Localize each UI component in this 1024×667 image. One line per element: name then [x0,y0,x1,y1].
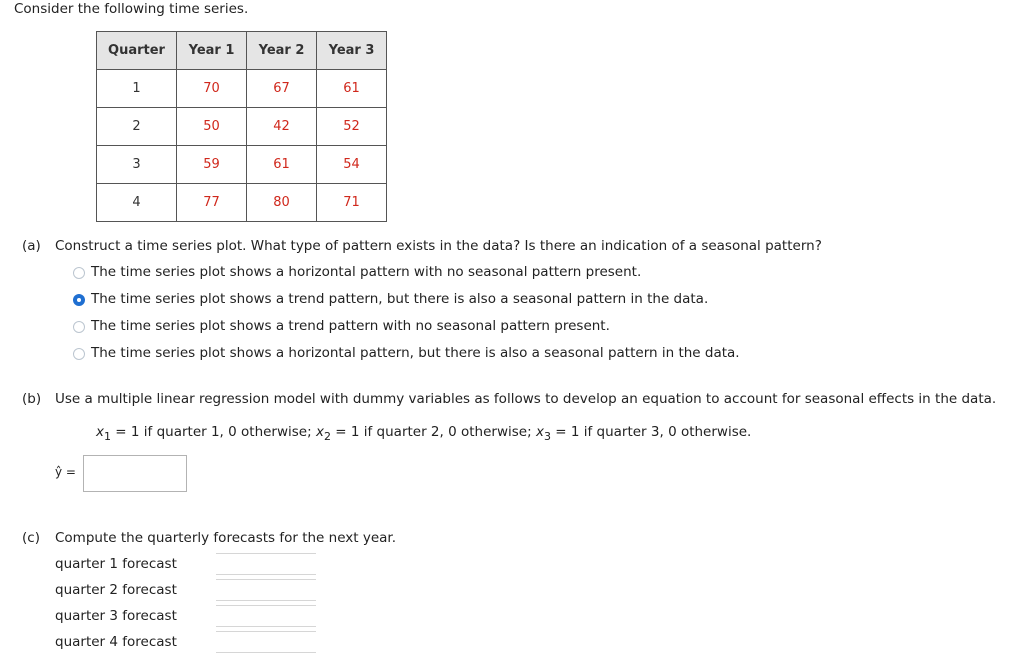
option-text-1[interactable]: The time series plot shows a horizontal pattern with no seasonal pattern present. [91,264,642,280]
part-b-question: Use a multiple linear regression model with dummy variables as follows to develop an equation to account for seasonal effects in the data. [55,391,997,407]
forecast-input-q3[interactable] [216,605,316,627]
option-text-3[interactable]: The time series plot shows a trend pattern with no seasonal pattern present. [91,318,610,334]
option-radio-3[interactable] [73,321,85,333]
table-row [97,146,387,184]
forecast-input-q2[interactable] [216,579,316,601]
table-header-row [97,32,387,70]
value-cell: 52 [317,108,387,146]
dummy-def-1: = 1 if quarter 1, 0 otherwise; [115,424,312,440]
value-cell: 59 [177,146,247,184]
forecast-label-q1: quarter 1 forecast [55,556,177,572]
value-cell: 70 [177,70,247,108]
value-cell: 54 [317,146,387,184]
part-c-question: Compute the quarterly forecasts for the next year. [55,530,397,546]
table-row [97,108,387,146]
header-quarter: Quarter [97,32,177,70]
dummy-variable-definitions [96,424,752,443]
option-radio-1[interactable] [73,267,85,279]
forecast-label-q3: quarter 3 forecast [55,608,177,624]
quarter-cell: 3 [97,146,177,184]
subscript-2: 2 [323,430,331,443]
table-row [97,70,387,108]
subscript-1: 1 [104,430,111,443]
value-cell: 50 [177,108,247,146]
forecast-input-q4[interactable] [216,631,316,653]
dummy-var-x2: x [315,424,324,440]
value-cell: 61 [317,70,387,108]
part-a-label: (a) [22,238,41,254]
dummy-var-x1: x [96,424,104,440]
part-c-label: (c) [22,530,40,546]
header-year-2: Year 2 [247,32,317,70]
value-cell: 42 [247,108,317,146]
value-cell: 67 [247,70,317,108]
dummy-var-x3: x [535,424,544,440]
table-row [97,184,387,222]
value-cell: 80 [247,184,317,222]
intro-text: Consider the following time series. [14,1,249,17]
dummy-def-3: = 1 if quarter 3, 0 otherwise. [555,424,752,440]
forecast-label-q4: quarter 4 forecast [55,634,177,650]
value-cell: 61 [247,146,317,184]
option-text-2[interactable]: The time series plot shows a trend pattern, but there is also a seasonal pattern in the data. [91,291,709,307]
header-year-3: Year 3 [317,32,387,70]
value-cell: 71 [317,184,387,222]
yhat-label: ŷ = [55,465,76,479]
forecast-label-q2: quarter 2 forecast [55,582,177,598]
forecast-input-q1[interactable] [216,553,316,575]
quarter-cell: 1 [97,70,177,108]
option-radio-2[interactable] [73,294,85,306]
option-radio-4[interactable] [73,348,85,360]
part-a-question: Construct a time series plot. What type of pattern exists in the data? Is there an indication of a seasonal pattern? [55,238,822,254]
time-series-table [96,31,387,222]
header-year-1: Year 1 [177,32,247,70]
quarter-cell: 2 [97,108,177,146]
dummy-def-2: = 1 if quarter 2, 0 otherwise; [335,424,532,440]
part-b-label: (b) [22,391,42,407]
option-text-4[interactable]: The time series plot shows a horizontal pattern, but there is also a seasonal pattern in the data. [91,345,740,361]
subscript-3: 3 [543,430,551,443]
regression-equation-input[interactable] [83,455,187,492]
quarter-cell: 4 [97,184,177,222]
value-cell: 77 [177,184,247,222]
